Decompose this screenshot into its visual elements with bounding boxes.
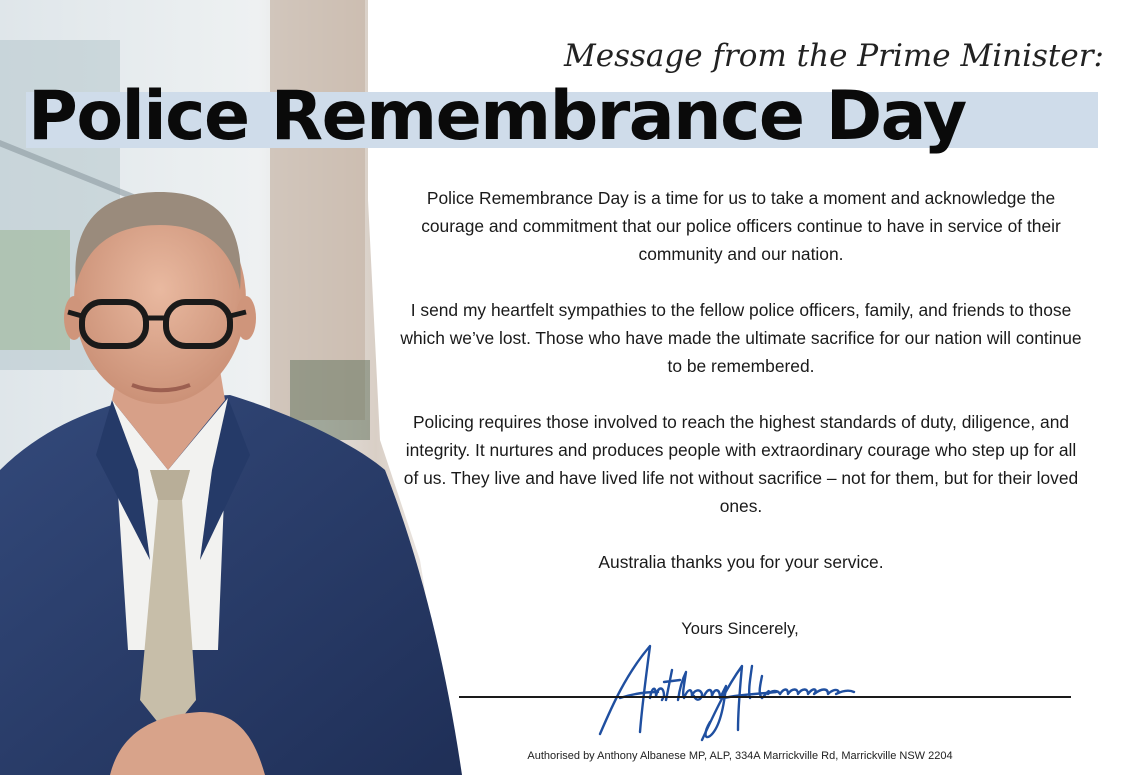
paragraph-1: Police Remembrance Day is a time for us to take a moment and acknowledge the courage and commitment that our police officers continue to have in service of their community and our nation. bbox=[421, 188, 1061, 264]
paragraph-4: Australia thanks you for your service. bbox=[598, 552, 884, 572]
letter-body bbox=[398, 184, 1084, 604]
paragraph-3: Policing requires those involved to reach the highest standards of duty, diligence, and integrity. It nurtures and produces people with extraordinary courage who step up for all of us. They live and have lived life not without sacrifice – not for them, but for their loved ones. bbox=[403, 412, 1079, 516]
page-title: Police Remembrance Day bbox=[28, 77, 966, 156]
authorisation-statement: Authorised by Anthony Albanese MP, ALP, 334A Marrickville Rd, Marrickville NSW 2204 bbox=[527, 750, 953, 762]
subtitle: Message from the Prime Minister: bbox=[564, 38, 1104, 74]
signature bbox=[592, 636, 872, 751]
paragraph-2: I send my heartfelt sympathies to the fellow police officers, family, and friends to those which we’ve lost. Those who have made the ultimate sacrifice for our nation will continue to be remembered. bbox=[400, 300, 1082, 376]
signature-line bbox=[459, 696, 1071, 698]
closing-salutation: Yours Sincerely, bbox=[681, 620, 799, 638]
